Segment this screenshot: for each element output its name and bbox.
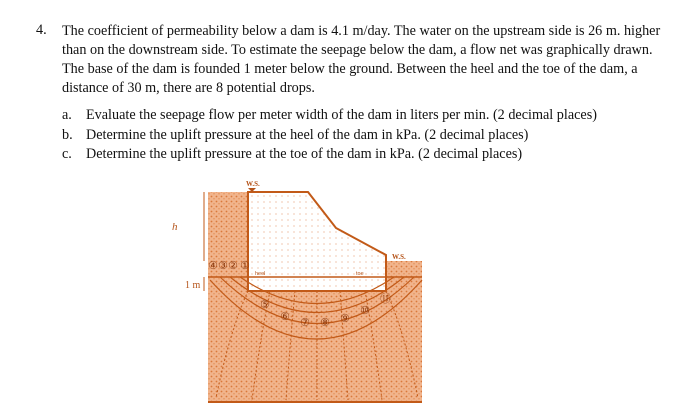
question-line: The coefficient of permeability below a dam is 4.1 m/day. The water on the upstream side is 26 m. higher <box>62 23 661 39</box>
head-label: h <box>172 221 178 233</box>
drop-number: ⑨ <box>340 312 350 325</box>
drop-number: ④ <box>208 259 218 272</box>
drop-number: ⑩ <box>360 304 370 317</box>
heel-label: heel <box>255 271 266 277</box>
drop-number: ⑦ <box>300 316 310 329</box>
question-line: The base of the dam is founded 1 meter below the ground. Between the heel and the toe of the dam, a <box>62 61 638 77</box>
subquestion-text: Determine the uplift pressure at the heel of the dam in kPa. (2 decimal places) <box>86 126 529 143</box>
drop-number: ⑪ <box>380 292 391 305</box>
question-number: 4. <box>36 22 47 38</box>
depth-label: 1 m <box>185 280 201 291</box>
drop-number: ⑥ <box>280 310 290 323</box>
flow-net-figure <box>160 170 460 410</box>
drop-number: ① <box>240 259 250 272</box>
dam-body <box>248 192 386 291</box>
drop-number: ② <box>228 259 238 272</box>
downstream-water <box>386 261 422 277</box>
subquestion-letter: b. <box>62 126 73 143</box>
subquestion-text: Determine the uplift pressure at the toe of the dam in kPa. (2 decimal places) <box>86 146 523 162</box>
downstream-ws-label: W.S. <box>392 253 406 261</box>
upstream-ws-label: W.S. <box>246 180 260 188</box>
flow-net-diagram <box>160 170 460 410</box>
upstream-drop-numbers <box>208 259 250 272</box>
question-line: distance of 30 m, there are 8 potential drops. <box>62 80 315 96</box>
drop-number: ⑧ <box>320 316 330 329</box>
subquestion-letter: c. <box>62 146 72 162</box>
question-line: than on the downstream side. To estimate the seepage below the dam, a flow net was graphically drawn. <box>62 42 653 58</box>
toe-label: toe <box>356 271 364 277</box>
drop-number: ⑤ <box>260 298 270 311</box>
subquestion-letter: a. <box>62 107 72 123</box>
subquestion-text: Evaluate the seepage flow per meter width of the dam in liters per min. (2 decimal places) <box>86 107 597 123</box>
drop-number: ③ <box>218 259 228 272</box>
question-text <box>62 22 666 98</box>
